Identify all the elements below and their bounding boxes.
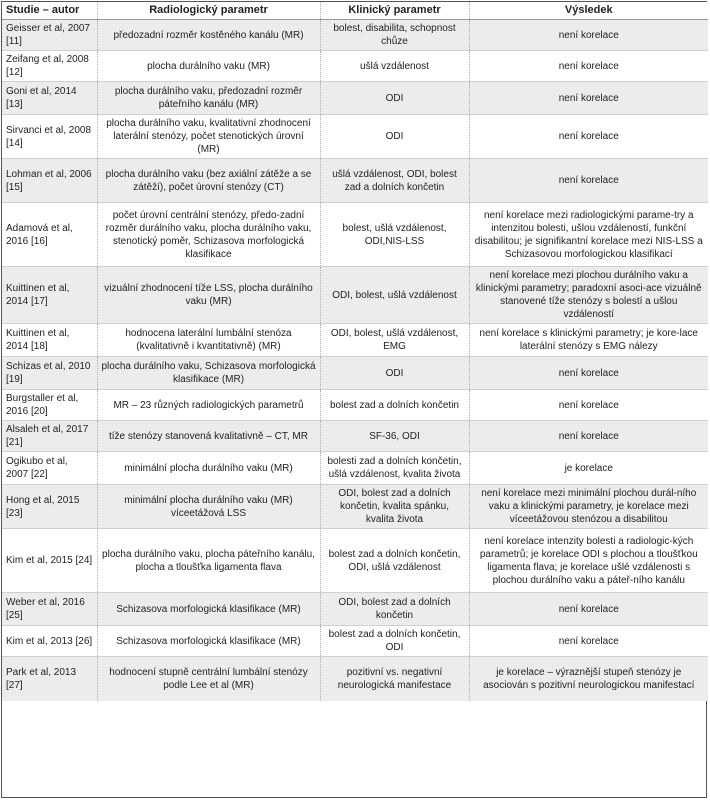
table-row	[2, 159, 708, 203]
cell-clinical-parameter: bolest zad a dolních končetin, ODI	[320, 626, 469, 657]
cell-clinical-parameter: ušlá vzdálenost	[320, 51, 469, 82]
cell-radiologic-parameter: plocha durálního vaku, kvalitativní zhodnocení laterální stenózy, počet stenotických úrovní (MR)	[97, 115, 320, 159]
cell-clinical-parameter: SF-36, ODI	[320, 421, 469, 452]
cell-radiologic-parameter: předozadní rozměr kostěného kanálu (MR)	[97, 20, 320, 51]
header-row	[2, 2, 708, 20]
cell-study-author: Sirvanci et al, 2008 [14]	[2, 115, 97, 159]
header-study-author: Studie – autor	[2, 2, 97, 20]
cell-study-author: Goni et al, 2014 [13]	[2, 82, 97, 115]
cell-clinical-parameter: ODI	[320, 357, 469, 390]
cell-result: je korelace – výraznější stupeň stenózy je asociován s pozitivní neurologickou manifestací	[469, 657, 708, 701]
cell-study-author: Burgstaller et al, 2016 [20]	[2, 390, 97, 421]
cell-study-author: Hong et al, 2015 [23]	[2, 485, 97, 529]
cell-radiologic-parameter: vizuální zhodnocení tíže LSS, plocha durálního vaku (MR)	[97, 267, 320, 324]
cell-result: není korelace	[469, 115, 708, 159]
cell-clinical-parameter: pozitivní vs. negativní neurologická manifestace	[320, 657, 469, 701]
cell-radiologic-parameter: Schizasova morfologická klasifikace (MR)	[97, 626, 320, 657]
cell-result: není korelace	[469, 357, 708, 390]
correlation-table-frame	[1, 1, 707, 798]
cell-study-author: Schizas et al, 2010 [19]	[2, 357, 97, 390]
table-row	[2, 452, 708, 485]
cell-study-author: Kim et al, 2015 [24]	[2, 529, 97, 593]
cell-result: není korelace mezi radiologickými parame-try a intenzitou bolesti, ušlou vzdáleností, funkční disabilitou; je signifikantní korelace mezi NIS-LSS a Schizasovou morfologickou klasifikací	[469, 203, 708, 267]
table-row	[2, 390, 708, 421]
cell-study-author: Weber et al, 2016 [25]	[2, 593, 97, 626]
table-row	[2, 51, 708, 82]
cell-study-author: Adamová et al, 2016 [16]	[2, 203, 97, 267]
table-row	[2, 626, 708, 657]
cell-clinical-parameter: ODI, bolest, ušlá vzdálenost	[320, 267, 469, 324]
cell-clinical-parameter: bolest, disabilita, schopnost chůze	[320, 20, 469, 51]
cell-radiologic-parameter: minimální plocha durálního vaku (MR) víceetážová LSS	[97, 485, 320, 529]
cell-radiologic-parameter: hodnocena laterální lumbální stenóza (kvalitativně i kvantitativně) (MR)	[97, 324, 320, 357]
cell-result: není korelace intenzity bolesti a radiologic-kých parametrů; je korelace ODI s plochou a tloušťkou ligamenta flava; je korelace ušlé vzdálenosti s plochou durálního vaku a páteř-ního kanálu	[469, 529, 708, 593]
cell-result: není korelace mezi minimální plochou durál-ního vaku a klinickými parametry, je korelace mezi víceetážovou stenózou a disabilitou	[469, 485, 708, 529]
cell-study-author: Kuittinen et al, 2014 [18]	[2, 324, 97, 357]
cell-clinical-parameter: ODI, bolest zad a dolních končetin	[320, 593, 469, 626]
cell-result: není korelace	[469, 82, 708, 115]
cell-radiologic-parameter: hodnocení stupně centrální lumbální stenózy podle Lee et al (MR)	[97, 657, 320, 701]
correlation-table	[2, 2, 708, 701]
cell-result: není korelace	[469, 51, 708, 82]
cell-clinical-parameter: bolest zad a dolních končetin, ODI, ušlá vzdálenost	[320, 529, 469, 593]
table-row	[2, 115, 708, 159]
table-row	[2, 529, 708, 593]
cell-radiologic-parameter: tíže stenózy stanovená kvalitativně – CT, MR	[97, 421, 320, 452]
table-row	[2, 324, 708, 357]
cell-study-author: Zeifang et al, 2008 [12]	[2, 51, 97, 82]
cell-radiologic-parameter: MR – 23 různých radiologických parametrů	[97, 390, 320, 421]
table-row	[2, 421, 708, 452]
cell-study-author: Kim et al, 2013 [26]	[2, 626, 97, 657]
cell-radiologic-parameter: počet úrovní centrální stenózy, předo-zadní rozměr durálního vaku, plocha durálního vaku, stenotický poměr, Schizasova morfologická klasifikace	[97, 203, 320, 267]
cell-clinical-parameter: bolesti zad a dolních končetin, ušlá vzdálenost, kvalita života	[320, 452, 469, 485]
cell-result: je korelace	[469, 452, 708, 485]
cell-result: není korelace s klinickými parametry; je kore-lace laterální stenózy s EMG nálezy	[469, 324, 708, 357]
cell-result: není korelace	[469, 626, 708, 657]
cell-study-author: Alsaleh et al, 2017 [21]	[2, 421, 97, 452]
table-row	[2, 267, 708, 324]
cell-clinical-parameter: ODI, bolest, ušlá vzdálenost, EMG	[320, 324, 469, 357]
table-row	[2, 485, 708, 529]
cell-clinical-parameter: ušlá vzdálenost, ODI, bolest zad a dolních končetin	[320, 159, 469, 203]
cell-radiologic-parameter: Schizasova morfologická klasifikace (MR)	[97, 593, 320, 626]
cell-clinical-parameter: bolest, ušlá vzdálenost, ODI,NIS-LSS	[320, 203, 469, 267]
cell-clinical-parameter: ODI	[320, 82, 469, 115]
table-row	[2, 657, 708, 701]
table-row	[2, 357, 708, 390]
cell-study-author: Park et al, 2013 [27]	[2, 657, 97, 701]
cell-result: není korelace	[469, 159, 708, 203]
cell-radiologic-parameter: plocha durálního vaku (bez axiální zátěže a se zátěží), počet úrovní stenózy (CT)	[97, 159, 320, 203]
cell-study-author: Geisser et al, 2007 [11]	[2, 20, 97, 51]
table-header	[2, 2, 708, 20]
cell-radiologic-parameter: plocha durálního vaku, předozadní rozměr páteřního kanálu (MR)	[97, 82, 320, 115]
cell-radiologic-parameter: plocha durálního vaku (MR)	[97, 51, 320, 82]
table-row	[2, 20, 708, 51]
table-row	[2, 203, 708, 267]
cell-clinical-parameter: ODI	[320, 115, 469, 159]
cell-radiologic-parameter: plocha durálního vaku, plocha páteřního kanálu, plocha a tloušťka ligamenta flava	[97, 529, 320, 593]
table-row	[2, 82, 708, 115]
cell-radiologic-parameter: plocha durálního vaku, Schizasova morfologická klasifikace (MR)	[97, 357, 320, 390]
table-body	[2, 20, 708, 701]
cell-clinical-parameter: bolest zad a dolních končetin	[320, 390, 469, 421]
header-clinical-parameter: Klinický parametr	[320, 2, 469, 20]
cell-result: není korelace	[469, 390, 708, 421]
header-radiologic-parameter: Radiologický parametr	[97, 2, 320, 20]
cell-radiologic-parameter: minimální plocha durálního vaku (MR)	[97, 452, 320, 485]
cell-result: není korelace	[469, 421, 708, 452]
header-result: Výsledek	[469, 2, 708, 20]
cell-result: není korelace	[469, 593, 708, 626]
table-row	[2, 593, 708, 626]
cell-result: není korelace mezi plochou durálního vaku a klinickými parametry; paradoxní asoci-ace vizuálně stanovené tíže stenózy s bolestí a ušlou vzdáleností	[469, 267, 708, 324]
cell-result: není korelace	[469, 20, 708, 51]
cell-study-author: Ogikubo et al, 2007 [22]	[2, 452, 97, 485]
cell-study-author: Lohman et al, 2006 [15]	[2, 159, 97, 203]
cell-study-author: Kuittinen et al, 2014 [17]	[2, 267, 97, 324]
cell-clinical-parameter: ODI, bolest zad a dolních končetin, kvalita spánku, kvalita života	[320, 485, 469, 529]
